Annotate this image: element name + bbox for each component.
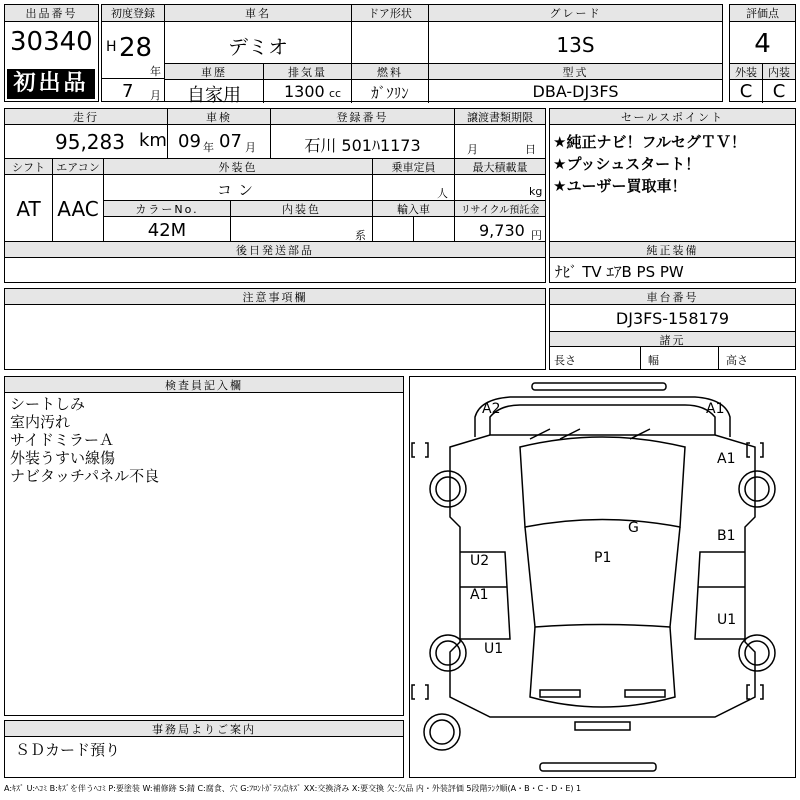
grade-value: 13S [556,33,595,57]
inspection-year-unit: 年 [203,141,214,154]
inspection-label: 車検 [168,109,270,125]
mark-u1-left: U1 [484,641,504,657]
model-value: DBA-DJ3FS [532,82,619,101]
aircon-label: エアコン [53,159,103,175]
office-label: 事務局よりご案内 [5,721,403,737]
dims-height: 高さ [726,354,748,367]
inspector-note-1: シートしみ [10,395,86,413]
inspection-year: 09 [178,131,201,152]
car-info-grid [164,4,723,106]
inspector-box [4,376,404,716]
first-reg-month: 7 [122,81,134,102]
first-reg-year: 28 [119,33,153,63]
reg-number-value: 石川 501ﾊ1173 [304,136,421,155]
later-parts-box [4,241,546,283]
car-diagram-svg [410,377,795,777]
caution-box [4,288,546,370]
grade-label: グレード [429,5,722,22]
lot-cell [4,4,99,102]
legend-text: A:ｷｽﾞ U:ﾍｺﾐ B:ｷｽﾞを伴うﾍｺﾐ P:要塗装 W:補修跡 S:錆 C:腐食、穴 G:ﾌﾛﾝﾄｶﾞﾗｽ点ｷｽﾞ XX:交換済み X:要交換 欠:欠品 内・外装評価 5段階ﾗﾝｸ順(A・B・C・D・E) 1 [4,784,582,793]
later-parts-label: 後日発送部品 [5,242,545,258]
office-value: ＳＤカード預り [15,741,121,759]
ext-color-value: コン [216,181,259,199]
dims-label: 諸元 [550,332,795,347]
score-cell [729,4,796,102]
shift-value: AT [16,197,41,221]
door-label: ドア形状 [352,5,428,22]
mark-a1-top: A1 [706,401,725,417]
chassis-label: 車台番号 [550,289,795,305]
recycle-unit: 円 [531,229,542,242]
aircon-value: AAC [57,197,99,221]
ext-grade-value: C [739,81,753,102]
score-label: 評価点 [730,5,795,22]
transfer-day-unit: 日 [525,143,536,156]
genuine-equip-label: 純正装備 [550,242,795,258]
capacity-unit: 人 [437,187,448,200]
score-value: 4 [754,29,771,59]
chassis-value: DJ3FS-158179 [615,309,730,328]
first-reg-cell [101,4,165,102]
first-reg-year-unit: 年 [150,65,161,78]
mileage-label: 走行 [5,109,167,125]
inspector-note-2: 室内汚れ [10,413,71,431]
sales-points-box [549,108,796,242]
mileage-value: 95,283 [55,130,125,154]
ext-grade-label: 外装 [730,64,762,80]
office-box [4,720,404,778]
inspection-month: 07 [219,131,242,152]
fuel-value: ｶﾞｿﾘﾝ [371,84,409,102]
reg-number-label: 登録番号 [271,109,454,125]
inspector-note-5: ナビタッチパネル不良 [10,467,160,485]
recycle-label: リサイクル預託金 [455,201,545,217]
lot-label: 出品番号 [5,5,98,22]
chassis-box [549,288,796,370]
color-no-label: カラーNo. [104,201,230,217]
mark-a2: A2 [482,401,501,417]
mark-a1-left: A1 [470,587,489,603]
mark-b1: B1 [717,528,736,544]
genuine-equip-value: ﾅﾋﾞ TV ｴｱB PS PW [555,263,684,281]
max-load-unit: kg [529,185,543,198]
inspection-month-unit: 月 [245,141,256,154]
transfer-month-unit: 月 [467,143,478,156]
genuine-equip-box [549,241,796,283]
car-name: デミオ [228,35,288,59]
mark-u2: U2 [470,553,490,569]
history-value: 自家用 [187,85,241,106]
inspector-label: 検査員記入欄 [5,377,403,393]
model-label: 型式 [429,64,722,80]
displacement-value: 1300 [284,82,325,101]
displacement-unit: cc [329,87,342,100]
car-diagram [409,376,796,778]
dims-width: 幅 [648,354,659,367]
recycle-value: 9,730 [479,221,525,240]
int-color-label: 内装色 [231,201,372,217]
shift-label: シフト [5,159,52,175]
inspector-note-4: 外装うすい線傷 [10,449,116,467]
color-no-value: 42M [147,220,187,241]
first-reg-era: H [106,39,117,55]
sales-point-3: ★ユーザー買取車！ [553,177,687,195]
sales-point-1: ★純正ナビ！フルセグＴＶ！ [553,133,746,151]
car-name-label: 車名 [165,5,351,22]
inspector-note-3: サイドミラーＡ [10,431,114,449]
int-grade-value: C [772,81,786,102]
transfer-label: 譲渡書類期限 [455,109,545,125]
lot-number: 30340 [10,27,93,57]
capacity-label: 乗車定員 [373,159,454,175]
int-color-unit: 系 [355,229,366,242]
max-load-label: 最大積載量 [455,159,545,175]
first-listing-badge: 初出品 [7,69,95,99]
fuel-label: 燃料 [352,64,428,80]
first-reg-label: 初度登録 [102,5,164,22]
caution-label: 注意事項欄 [5,289,545,305]
first-reg-month-unit: 月 [150,89,161,102]
mileage-grid [4,108,546,242]
displacement-label: 排気量 [264,64,351,80]
mark-p1: P1 [594,550,612,566]
mark-g: G [628,520,639,536]
import-label: 輸入車 [373,201,454,217]
mark-a1-right: A1 [717,451,736,467]
history-label: 車歴 [165,64,263,80]
sales-points-label: セールスポイント [550,109,795,125]
ext-color-label: 外装色 [104,159,372,175]
mileage-unit: km [139,130,167,151]
sales-point-2: ★プッシュスタート！ [553,155,701,173]
int-grade-label: 内装 [763,64,795,80]
dims-length: 長さ [554,354,576,367]
mark-u1-right: U1 [717,612,737,628]
